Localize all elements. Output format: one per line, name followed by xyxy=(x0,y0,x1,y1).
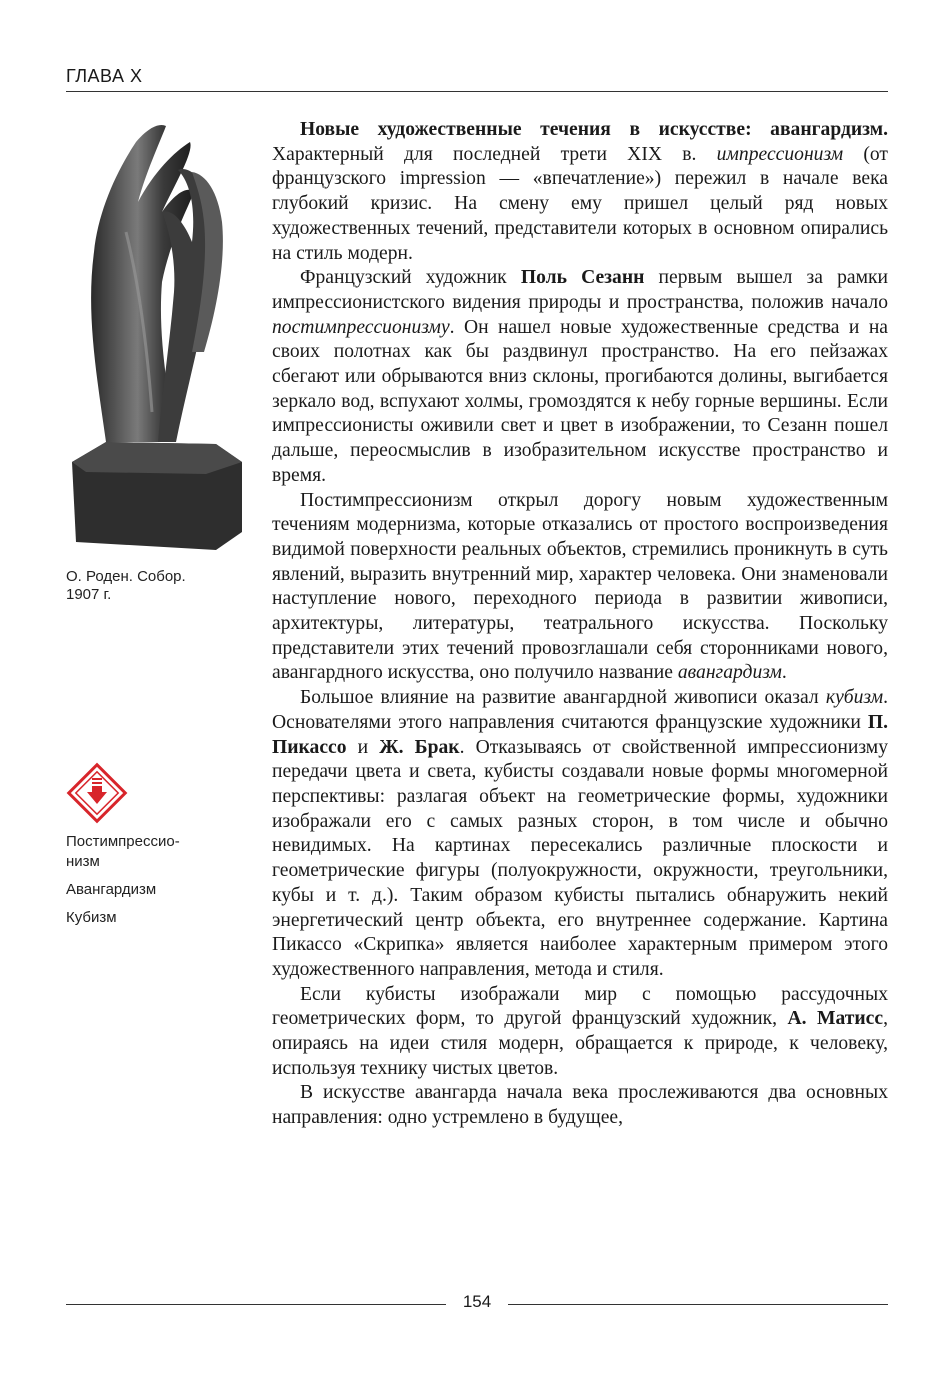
chapter-title: ГЛАВА X xyxy=(66,66,143,86)
paragraph: В искусстве авангарда начала века прослеживаются два основных направления: одно устремлено в будущее, xyxy=(272,1082,888,1129)
chapter-header xyxy=(66,66,888,92)
paragraph: Большое влияние на развитие авангардной живописи оказал кубизм. Основателями этого направления считаются французские художники П. Пикассо и Ж. Брак. Отказываясь от свойственной импрессионизму передачи цвета и света, кубисты создавали новые формы многомерной перспективы: разлагая объект на геометрические формы, художники изображали его с самых разных сторон, в том числе и обычно невидимых. На картинах пересекались различные плоскости и геометрические фигуры (полуокружности, окружности, треугольники, кубы и т. д.). Таким образом кубисты пытались обнаружить некий энергетический центр объекта, его внутреннее содержание. Картина Пикассо «Скрипка» является наиболее характерным примером этого художественного направления, метода и стиля. xyxy=(272,687,888,980)
sidebar xyxy=(66,112,246,936)
caption-line: 1907 г. xyxy=(66,586,112,603)
main-text xyxy=(272,118,888,1131)
footer-rule-right xyxy=(508,1304,888,1305)
term-item: Авангардизм xyxy=(66,881,157,898)
caption-line: О. Роден. Собор. xyxy=(66,568,186,585)
photo-caption xyxy=(66,568,246,604)
paragraph: Новые художественные течения в искусстве: авангардизм. Характерный для последней трети XIX в. импрессионизм (от французского impression — «впечатление») пережил в начале века глубокий кризис. На смену ему пришел целый ряд новых художественных течений, представители которых в основном опирались на стиль модерн. xyxy=(272,119,888,264)
term-item: Кубизм xyxy=(66,909,117,926)
down-arrow-diamond-icon xyxy=(66,762,128,824)
sculpture-photo xyxy=(66,112,246,552)
key-terms xyxy=(66,832,246,928)
page-number: 154 xyxy=(462,1292,492,1311)
paragraph: Французский художник Поль Сезанн первым вышел за рамки импрессионистского видения природы и пространства, положив начало постимпрессионизму. Он нашел новые художественные средства и на своих полотнах как бы раздвинул пространство. На его пейзажах сбегают или обрываются вниз склоны, прогибаются долины, выгибается зеркало вод, вспухают холмы, громоздятся к небу горные вершины. Если импрессионисты оживили свет и цвет в изображении, то Сезанн пошел дальше, переосмыслив в изобразительном искусстве пространство и время. xyxy=(272,267,888,486)
page-footer xyxy=(66,1292,888,1318)
term-item: Постимпрессио- низм xyxy=(66,833,180,870)
paragraph: Если кубисты изображали мир с помощью рассудочных геометрических форм, то другой французский художник, А. Матисс, опираясь на идеи стиля модерн, обращается к природе, к человеку, используя технику чистых цветов. xyxy=(272,983,888,1079)
paragraph: Постимпрессионизм открыл дорогу новым художественным течениям модернизма, которые отказались от простого воспроизведения видимой поверхности реальных объектов, стремились проникнуть в суть явлений, выразить внутренний мир, характер человека. Они знаменовали наступление нового, переходного периода в развитии живописи, архитектуры, литературы, театрального искусства. Поскольку представители этих течений провозглашали себя сторонниками нового, авангардного искусства, оно получило название авангардизм. xyxy=(272,489,888,684)
